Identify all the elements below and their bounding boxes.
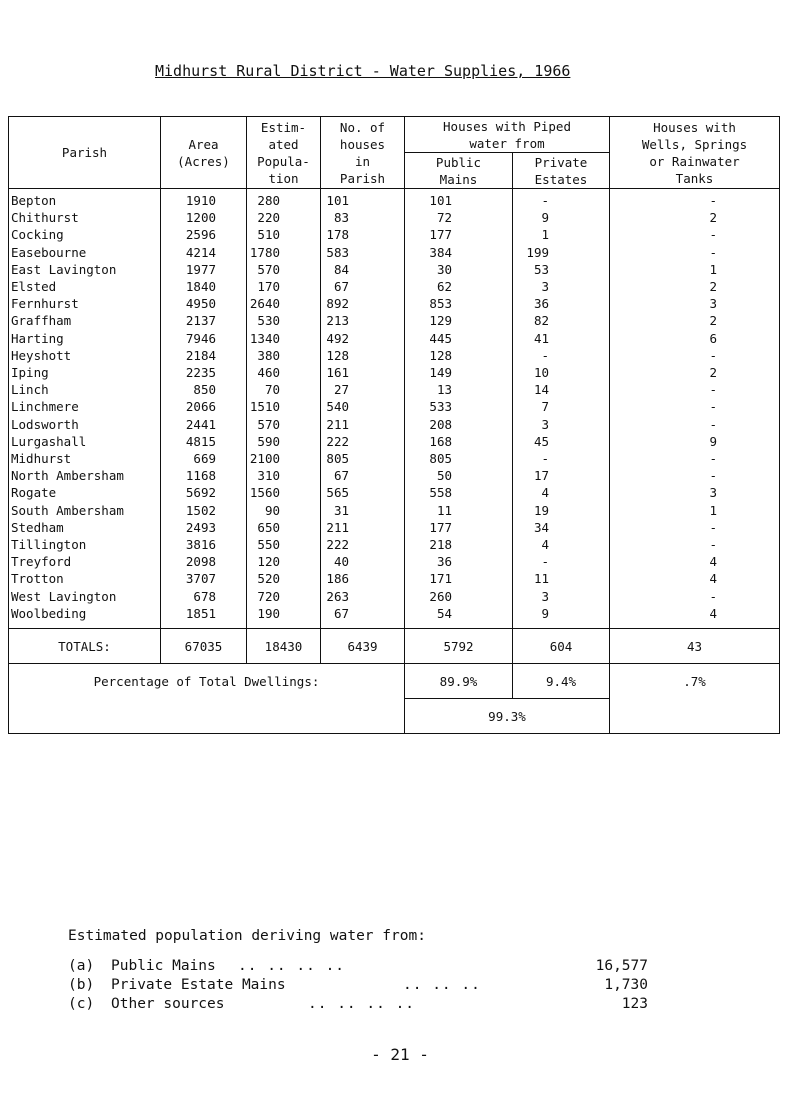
table-cell-private: 1 [541,227,549,243]
table-cell-parish: Easebourne [11,244,87,260]
table-cell-area: 1910 [185,193,216,208]
table-cell-pop: 1510 [249,399,280,415]
table-cell-area: 5692 [185,485,216,501]
table-cell-parish: Woolbeding [11,605,87,621]
page-number: - 21 - [371,1045,429,1064]
table-cell-private: 3 [541,588,549,604]
table-cell-houses: 67 [333,468,349,484]
table-cell-public: 853 [429,296,452,312]
table-cell-parish: Linchmere [11,399,79,415]
table-cell-private: 4 [541,485,549,501]
table-cell-wells: 2 [709,279,717,295]
table-cell-pop: 530 [257,313,280,329]
totals-private: 604 [513,629,610,664]
table-cell-wells: 2 [709,313,717,329]
header-area: Area (Acres) [161,117,247,189]
table-cell-public: 805 [429,451,452,467]
table-cell-area: 2235 [185,365,216,381]
table-cell-pop: 280 [257,193,280,208]
table-cell-parish: Linch [11,382,49,398]
table-cell-private: 34 [533,519,549,535]
table-cell-public: 149 [429,365,452,381]
table-cell-private: 19 [533,502,549,518]
table-cell-public: 218 [429,537,452,553]
header-wells: Houses with Wells, Springs or Rainwater Tanks [610,117,780,189]
table-cell-pop: 190 [257,605,280,621]
table-cell-area: 2596 [185,227,216,243]
table-cell-area: 3816 [185,537,216,553]
totals-label: TOTALS: [9,629,161,664]
table-cell-parish: Graffham [11,313,72,329]
table-cell-pop: 220 [257,210,280,226]
table-cell-parish: Treyford [11,554,72,570]
table-cell-parish: Heyshott [11,347,72,363]
table-cell-private: 41 [533,330,549,346]
table-cell-pop: 2100 [249,451,280,467]
table-cell-wells: - [709,416,717,432]
water-supplies-table [8,116,780,734]
table-cell-wells: 2 [709,365,717,381]
totals-population: 18430 [247,629,321,664]
table-cell-pop: 570 [257,416,280,432]
table-cell-private: 9 [541,210,549,226]
table-cell-pop: 510 [257,227,280,243]
table-cell-public: 177 [429,227,452,243]
table-cell-private: - [541,347,549,363]
table-cell-pop: 550 [257,537,280,553]
public-mains-column [405,189,513,629]
table-cell-wells: 3 [709,296,717,312]
table-cell-wells: 4 [709,571,717,587]
table-cell-houses: 805 [326,451,349,467]
percentage-combined: 99.3% [405,699,610,734]
table-cell-wells: - [709,468,717,484]
table-cell-public: 36 [436,554,452,570]
table-cell-public: 208 [429,416,452,432]
header-parish: Parish [9,117,161,189]
table-cell-houses: 263 [326,588,349,604]
table-cell-pop: 520 [257,571,280,587]
table-cell-public: 128 [429,347,452,363]
table-cell-wells: 9 [709,433,717,449]
table-cell-houses: 186 [326,571,349,587]
table-cell-wells: - [709,399,717,415]
table-cell-parish: Cocking [11,227,64,243]
table-cell-pop: 310 [257,468,280,484]
table-cell-pop: 570 [257,261,280,277]
table-cell-private: 14 [533,382,549,398]
table-cell-pop: 70 [264,382,280,398]
table-cell-public: 445 [429,330,452,346]
table-cell-private: 7 [541,399,549,415]
table-cell-public: 533 [429,399,452,415]
table-cell-public: 30 [436,261,452,277]
table-cell-private: 9 [541,605,549,621]
table-cell-area: 678 [193,588,216,604]
table-cell-houses: 213 [326,313,349,329]
table-cell-houses: 128 [326,347,349,363]
table-cell-area: 2441 [185,416,216,432]
table-cell-houses: 222 [326,433,349,449]
table-cell-area: 2098 [185,554,216,570]
table-cell-private: 3 [541,279,549,295]
table-cell-private: 199 [526,244,549,260]
table-cell-public: 11 [436,502,452,518]
table-cell-pop: 380 [257,347,280,363]
table-cell-public: 168 [429,433,452,449]
table-cell-area: 3707 [185,571,216,587]
table-cell-wells: - [709,451,717,467]
table-cell-houses: 67 [333,279,349,295]
table-cell-pop: 650 [257,519,280,535]
estimate-item: (b) Private Estate Mains .. .. .. 1,730 [68,977,648,993]
estimate-list [68,958,648,1015]
table-cell-public: 260 [429,588,452,604]
private-estates-column [513,189,610,629]
table-cell-private: 82 [533,313,549,329]
table-cell-parish: Elsted [11,279,57,295]
table-cell-wells: - [709,382,717,398]
percentage-label: Percentage of Total Dwellings: [9,664,405,734]
table-cell-area: 4950 [185,296,216,312]
table-cell-area: 4214 [185,244,216,260]
table-cell-parish: Midhurst [11,451,72,467]
table-cell-public: 129 [429,313,452,329]
table-cell-wells: - [709,347,717,363]
table-cell-houses: 583 [326,244,349,260]
table-cell-area: 669 [193,451,216,467]
table-cell-private: - [541,451,549,467]
table-cell-houses: 101 [326,193,349,208]
header-private-estates: Private Estates [513,153,610,189]
table-cell-houses: 211 [326,519,349,535]
table-cell-parish: Iping [11,365,49,381]
header-population: Estim- ated Popula- tion [247,117,321,189]
table-cell-parish: Fernhurst [11,296,79,312]
table-cell-wells: - [709,227,717,243]
table-cell-parish: Trotton [11,571,64,587]
table-cell-private: 45 [533,433,549,449]
table-cell-wells: - [709,244,717,260]
table-cell-area: 2066 [185,399,216,415]
table-cell-public: 384 [429,244,452,260]
table-cell-parish: East Lavington [11,261,117,277]
totals-public: 5792 [405,629,513,664]
table-cell-pop: 720 [257,588,280,604]
table-cell-private: 53 [533,261,549,277]
table-cell-parish: West Lavington [11,588,117,604]
table-cell-private: 4 [541,537,549,553]
table-cell-parish: Bepton [11,193,57,208]
table-cell-wells: - [709,588,717,604]
table-cell-parish: Lurgashall [11,433,87,449]
table-cell-public: 54 [436,605,452,621]
table-cell-parish: Harting [11,330,64,346]
header-piped-group: Houses with Piped water from [405,117,610,153]
totals-area: 67035 [161,629,247,664]
table-cell-area: 2493 [185,519,216,535]
header-houses: No. of houses in Parish [321,117,405,189]
percentage-private: 9.4% [513,664,610,699]
estimate-item: (a) Public Mains .. .. .. .. 16,577 [68,958,648,974]
table-cell-parish: Stedham [11,519,64,535]
table-cell-parish: Tillington [11,537,87,553]
table-cell-houses: 161 [326,365,349,381]
table-cell-parish: South Ambersham [11,502,124,518]
header-public-mains: Public Mains [405,153,513,189]
table-cell-houses: 540 [326,399,349,415]
table-cell-wells: 1 [709,502,717,518]
table-cell-parish: Chithurst [11,210,79,226]
table-cell-houses: 211 [326,416,349,432]
table-cell-area: 7946 [185,330,216,346]
table-cell-area: 850 [193,382,216,398]
table-cell-wells: - [709,519,717,535]
table-cell-public: 171 [429,571,452,587]
table-cell-wells: 1 [709,261,717,277]
population-column [247,189,321,629]
percentage-public: 89.9% [405,664,513,699]
table-cell-wells: - [709,193,717,208]
table-cell-wells: 3 [709,485,717,501]
estimate-heading: Estimated population deriving water from: [68,928,426,944]
table-cell-area: 1200 [185,210,216,226]
percentage-wells: .7% [610,664,780,734]
table-cell-houses: 27 [333,382,349,398]
table-cell-wells: - [709,537,717,553]
table-cell-houses: 40 [333,554,349,570]
table-cell-wells: 2 [709,210,717,226]
table-cell-houses: 565 [326,485,349,501]
table-cell-wells: 4 [709,554,717,570]
table-cell-pop: 120 [257,554,280,570]
table-cell-public: 13 [436,382,452,398]
totals-row [9,629,780,664]
table-cell-public: 177 [429,519,452,535]
totals-wells: 43 [610,629,780,664]
table-cell-parish: Lodsworth [11,416,79,432]
table-cell-houses: 31 [333,502,349,518]
table-cell-area: 2137 [185,313,216,329]
table-cell-area: 4815 [185,433,216,449]
table-cell-private: 11 [533,571,549,587]
wells-column [610,189,780,629]
estimate-item: (c) Other sources .. .. .. .. 123 [68,996,648,1012]
table-cell-houses: 222 [326,537,349,553]
table-cell-houses: 178 [326,227,349,243]
table-cell-public: 62 [436,279,452,295]
table-cell-private: 10 [533,365,549,381]
table-cell-area: 1502 [185,502,216,518]
table-cell-private: - [541,554,549,570]
page-title: Midhurst Rural District - Water Supplies, 1966 [155,62,571,80]
houses-column [321,189,405,629]
table-cell-houses: 83 [333,210,349,226]
table-cell-houses: 492 [326,330,349,346]
table-cell-private: 17 [533,468,549,484]
percentage-row [9,664,780,699]
table-cell-area: 1851 [185,605,216,621]
table-cell-pop: 2640 [249,296,280,312]
table-cell-pop: 170 [257,279,280,295]
table-cell-public: 72 [436,210,452,226]
table-cell-public: 558 [429,485,452,501]
table-cell-houses: 84 [333,261,349,277]
totals-houses: 6439 [321,629,405,664]
area-column [161,189,247,629]
table-cell-pop: 460 [257,365,280,381]
table-cell-private: - [541,193,549,208]
table-cell-area: 1840 [185,279,216,295]
table-cell-houses: 892 [326,296,349,312]
table-cell-private: 36 [533,296,549,312]
parish-column [9,189,161,629]
table-cell-wells: 6 [709,330,717,346]
table-cell-area: 2184 [185,347,216,363]
table-cell-area: 1168 [185,468,216,484]
table-cell-public: 50 [436,468,452,484]
table-cell-parish: Rogate [11,485,57,501]
table-cell-area: 1977 [185,261,216,277]
table-cell-houses: 67 [333,605,349,621]
table-cell-pop: 1560 [249,485,280,501]
table-cell-private: 3 [541,416,549,432]
table-cell-pop: 1340 [249,330,280,346]
table-cell-wells: 4 [709,605,717,621]
table-cell-pop: 90 [264,502,280,518]
table-cell-pop: 590 [257,433,280,449]
table-cell-pop: 1780 [249,244,280,260]
table-cell-public: 101 [429,193,452,208]
table-cell-parish: North Ambersham [11,468,124,484]
